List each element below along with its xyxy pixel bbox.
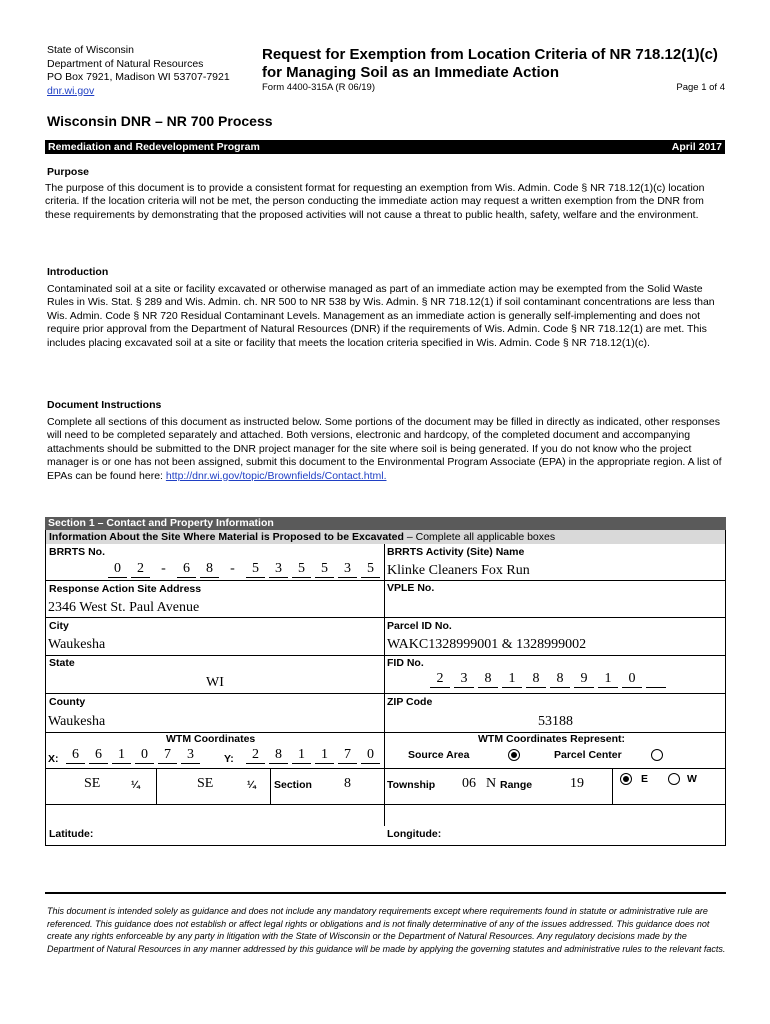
quarter-2-mark: ¼	[247, 779, 256, 791]
fid-label: FID No.	[387, 657, 424, 669]
quarter-1-mark: ¼	[131, 779, 140, 791]
instructions-heading: Document Instructions	[47, 399, 162, 411]
address-field[interactable]: 2346 West St. Paul Avenue	[48, 600, 200, 615]
state-field[interactable]: WI	[206, 675, 224, 690]
form-number: Form 4400-315A (R 06/19)	[262, 82, 376, 93]
introduction-heading: Introduction	[47, 266, 109, 278]
digit-box[interactable]: 2	[131, 561, 150, 578]
digit-box[interactable]: 1	[112, 747, 131, 764]
footer-divider	[45, 892, 726, 894]
digit-box[interactable]: 5	[246, 561, 265, 578]
purpose-text: The purpose of this document is to provide a consistent format for requesting an exemption from Wis. Admin. Code § NR 718.12(1)(c) location criteria. If the location criteria will not be met, the person conducting the immediate action may request a written exemption from the DNR from these requirements by demonstrating that the proposed activities will not cause a threat to public health, safety, welfare and the environment.	[45, 182, 705, 221]
digit-box[interactable]: 0	[622, 671, 642, 688]
title-line-1: Request for Exemption from Location Criteria of NR 718.12(1)(c)	[262, 46, 718, 63]
brrts-no-field[interactable]	[108, 561, 384, 578]
township-direction: N	[486, 776, 497, 791]
digit-box[interactable]: 8	[550, 671, 570, 688]
brrts-no-label: BRRTS No.	[49, 546, 105, 558]
digit-box[interactable]: 8	[526, 671, 546, 688]
page-number: Page 1 of 4	[676, 82, 725, 93]
township-field[interactable]: 06	[462, 776, 476, 791]
longitude-label: Longitude:	[387, 828, 442, 840]
digit-box[interactable]: 1	[292, 747, 311, 764]
document-title	[262, 46, 718, 82]
digit-box[interactable]: 9	[574, 671, 594, 688]
wtm-y-field[interactable]	[246, 747, 384, 764]
digit-box[interactable]: 3	[269, 561, 288, 578]
section-field[interactable]: 8	[344, 776, 351, 791]
agency-website-link[interactable]: dnr.wi.gov	[47, 84, 95, 97]
program-date: April 2017	[671, 141, 722, 153]
agency-address: PO Box 7921, Madison WI 53707-7921	[47, 71, 230, 83]
program-bar	[45, 140, 725, 154]
zip-label: ZIP Code	[387, 696, 433, 708]
digit-box[interactable]: 5	[361, 561, 380, 578]
section-1-grid	[45, 544, 726, 846]
purpose-heading: Purpose	[47, 166, 90, 178]
latitude-label: Latitude:	[49, 828, 94, 840]
digit-box[interactable]: 1	[502, 671, 522, 688]
digit-box[interactable]: 5	[315, 561, 334, 578]
range-east-radio[interactable]	[620, 773, 632, 785]
digit-box[interactable]: 5	[292, 561, 311, 578]
digit-box[interactable]: 0	[361, 747, 380, 764]
digit-box[interactable]: 2	[430, 671, 450, 688]
township-label: Township	[387, 779, 436, 791]
digit-box[interactable]: 7	[158, 747, 177, 764]
range-east-label: E	[641, 773, 649, 785]
digit-box[interactable]: 6	[66, 747, 85, 764]
range-label: Range	[500, 779, 533, 791]
city-field[interactable]: Waukesha	[48, 637, 106, 652]
section-1-form	[45, 517, 726, 846]
digit-box[interactable]: 2	[246, 747, 265, 764]
fid-field[interactable]	[430, 671, 670, 688]
range-west-radio[interactable]	[668, 773, 680, 785]
brrts-name-label: BRRTS Activity (Site) Name	[387, 546, 525, 558]
parcel-field[interactable]: WAKC1328999001 & 1328999002	[387, 637, 587, 652]
section-1-subtitle	[45, 530, 726, 544]
digit-box[interactable]	[646, 671, 666, 688]
digit-box[interactable]: 6	[177, 561, 196, 578]
digit-box[interactable]: 3	[454, 671, 474, 688]
county-label: County	[49, 696, 86, 708]
instructions-body: Complete all sections of this document as instructed below. Some portions of the document may be filled in directly as indicated, other responses will need to be completed separately and attached. Both versions, electronic and hardcopy, of the completed document and accompanying attachments should be submitted to the DNR project manager for the site where soil is being generated. If you do not know who the project manager is or one has not been assigned, submit this document to the Environmental Program Associate (EPA) in the appropriate region. A list of EPAs can be found here:	[47, 416, 722, 482]
source-area-label: Source Area	[408, 749, 470, 761]
subtitle-rest: – Complete all applicable boxes	[403, 531, 556, 543]
digit-box[interactable]: 6	[89, 747, 108, 764]
section-1-title: Section 1 – Contact and Property Information	[45, 517, 726, 530]
digit-box[interactable]: 8	[200, 561, 219, 578]
address-label: Response Action Site Address	[49, 583, 202, 595]
digit-box[interactable]: 8	[269, 747, 288, 764]
subtitle-bold: Information About the Site Where Material is Proposed to be Excavated	[49, 531, 404, 543]
quarter-2-field[interactable]: SE	[197, 776, 214, 791]
parcel-center-label: Parcel Center	[554, 749, 622, 761]
y-label: Y:	[224, 753, 234, 765]
agency-block	[47, 44, 230, 98]
parcel-label: Parcel ID No.	[387, 620, 452, 632]
county-field[interactable]: Waukesha	[48, 714, 106, 729]
agency-state: State of Wisconsin	[47, 44, 134, 56]
digit-box[interactable]: -	[161, 561, 166, 576]
introduction-text: Contaminated soil at a site or facility excavated or otherwise managed as part of an immediate action may be exempted from the Solid Waste Rules in Wis. Stat. § 289 and Wis. Admin. ch. NR 500 to NR 538 by Wis. Admin. § NR 718.12(1) if soil contaminant concentrations are less than Wis. Admin. Code § NR 720 Residual Contaminant Levels. Management as an immediate action is generally self-implementing and does not require prior approval from the Department of Natural Resources (DNR) if the requirements of Wis. Admin. Code § NR 718.12(1) are met. This includes placing excavated soil at a site or facility that meets the location criteria specified in Wis. Admin. Code § NR 718.12(1)(c).	[47, 283, 715, 349]
section-label: Section	[274, 779, 312, 791]
agency-department: Department of Natural Resources	[47, 57, 204, 70]
digit-box[interactable]: 0	[108, 561, 127, 578]
digit-box[interactable]: 8	[478, 671, 498, 688]
digit-box[interactable]: 1	[315, 747, 334, 764]
digit-box[interactable]: 3	[181, 747, 200, 764]
instructions-text	[47, 416, 731, 483]
source-area-radio[interactable]	[508, 749, 520, 761]
zip-field[interactable]: 53188	[538, 714, 573, 729]
disclaimer-text: This document is intended solely as guidance and does not include any mandatory requirements except where requirements found in statute or administrative rule are referenced. This guidance does not establish or affect legal rights or obligations and is not finally determinative of any of the issues addressed. This guidance does not create any rights enforceable by any party in litigation with the State of Wisconsin or the Department of Natural Resources. Any regulatory decisions made by the Department of Natural Resources in any manner addressed by this guidance will be made by applying the governing statutes and administrative rules to the relevant facts.	[47, 906, 726, 954]
x-label: X:	[48, 753, 59, 765]
epa-contacts-link[interactable]: http://dnr.wi.gov/topic/Brownfields/Contact.html.	[165, 469, 387, 482]
state-label: State	[49, 657, 75, 669]
digit-box[interactable]: 3	[338, 561, 357, 578]
program-name: Remediation and Redevelopment Program	[48, 141, 260, 153]
range-field[interactable]: 19	[570, 776, 584, 791]
digit-box[interactable]: 0	[135, 747, 154, 764]
wtm-represent-label: WTM Coordinates Represent:	[478, 733, 626, 745]
range-west-label: W	[687, 773, 697, 785]
wtm-x-field[interactable]	[66, 747, 204, 764]
parcel-center-radio[interactable]	[651, 749, 663, 761]
brrts-name-field[interactable]: Klinke Cleaners Fox Run	[387, 563, 530, 578]
process-title: Wisconsin DNR – NR 700 Process	[47, 113, 273, 129]
city-label: City	[49, 620, 69, 632]
wtm-label: WTM Coordinates	[166, 733, 256, 745]
digit-box[interactable]: 7	[338, 747, 357, 764]
vple-label: VPLE No.	[387, 582, 435, 594]
title-line-2: for Managing Soil as an Immediate Action	[262, 64, 559, 81]
digit-box[interactable]: -	[230, 561, 235, 576]
quarter-1-field[interactable]: SE	[84, 776, 101, 791]
digit-box[interactable]: 1	[598, 671, 618, 688]
